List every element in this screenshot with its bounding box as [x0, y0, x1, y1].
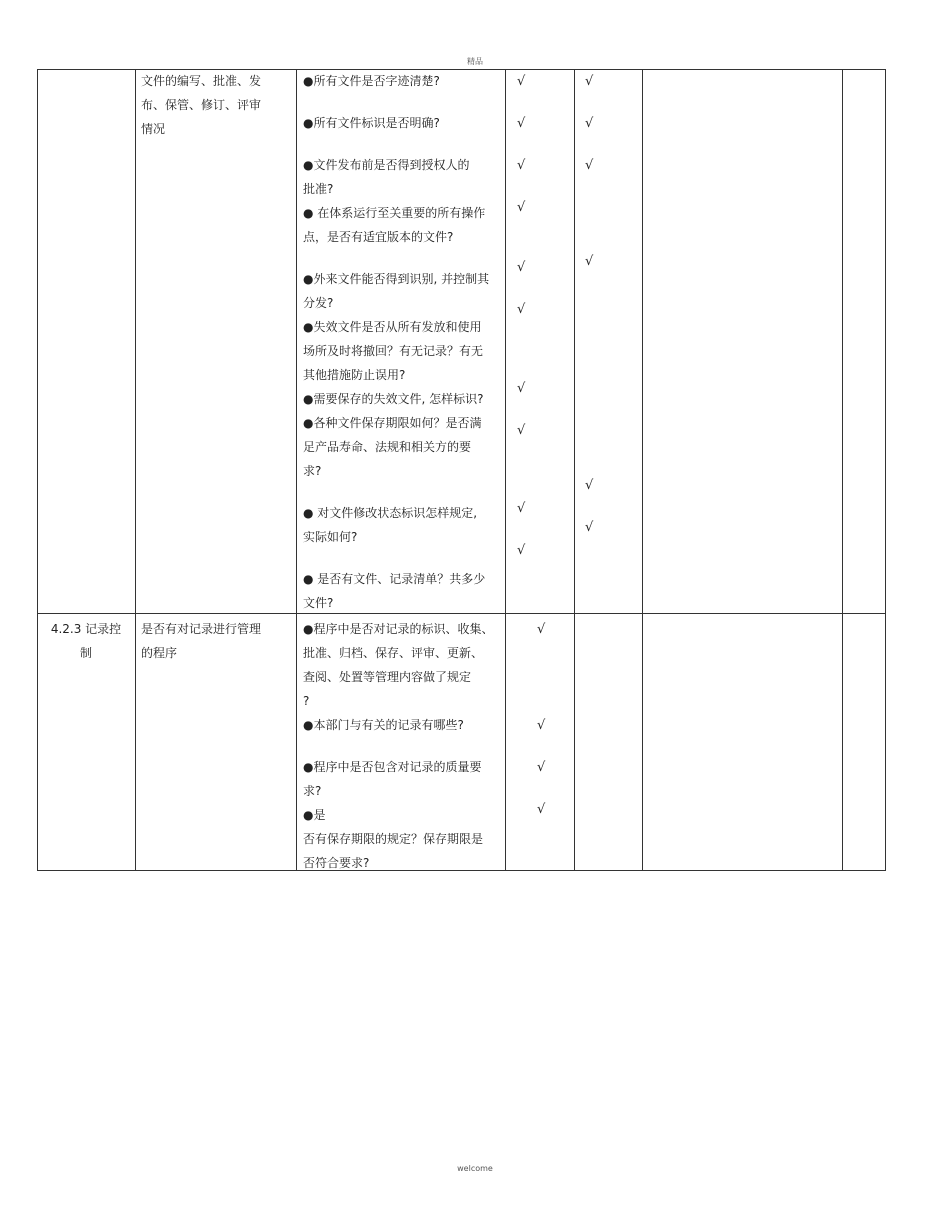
- check-mark: √: [517, 381, 526, 396]
- col-line: [135, 69, 136, 871]
- question-line: ●文件发布前是否得到授权人的: [303, 158, 470, 172]
- col-line: [885, 69, 886, 871]
- question-line: 批准?: [303, 182, 334, 196]
- col-line: [842, 69, 843, 871]
- check-mark: √: [517, 74, 526, 89]
- question-line: 足产品寿命、法规和相关方的要: [303, 440, 472, 454]
- text-line: 制: [79, 646, 92, 660]
- check-mark: √: [517, 260, 526, 275]
- question-line: 点，是否有适宜版本的文件?: [303, 230, 454, 244]
- question-line: 文件?: [303, 596, 334, 610]
- question-line: ● 对文件修改状态标识怎样规定,: [303, 506, 478, 520]
- check-mark: √: [585, 478, 594, 493]
- question-line: 实际如何?: [303, 530, 358, 544]
- check-mark: √: [517, 116, 526, 131]
- check-mark: √: [537, 622, 546, 637]
- table-border-bottom: [37, 870, 886, 871]
- check-mark: √: [537, 760, 546, 775]
- check-mark: √: [585, 158, 594, 173]
- check-mark: √: [585, 520, 594, 535]
- check-mark: √: [585, 116, 594, 131]
- footer-watermark: welcome: [457, 1164, 493, 1173]
- question-line: ●程序中是否包含对记录的质量要: [303, 760, 482, 774]
- col-line: [574, 69, 575, 871]
- check-mark: √: [517, 543, 526, 558]
- question-line: 场所及时将撤回？有无记录？有无: [303, 344, 484, 358]
- col-line: [505, 69, 506, 871]
- question-line: ●程序中是否对记录的标识、收集、: [303, 622, 494, 636]
- question-line: ● 在体系运行至关重要的所有操作: [303, 206, 486, 220]
- question-line: ●失效文件是否从所有发放和使用: [303, 320, 482, 334]
- question-line: 求?: [303, 464, 322, 478]
- check-mark: √: [517, 200, 526, 215]
- question-line: 其他措施防止误用?: [303, 368, 406, 382]
- text-line: 4.2.3 记录控: [50, 622, 122, 636]
- audit-checklist-table: [37, 69, 886, 871]
- check-mark: √: [585, 74, 594, 89]
- question-line: ●所有文件标识是否明确?: [303, 116, 440, 130]
- question-line: 批准、归档、保存、评审、更新、: [303, 646, 484, 660]
- question-line: ● 是否有文件、记录清单？共多少: [303, 572, 486, 586]
- row-divider: [37, 613, 886, 614]
- question-line: ●外来文件能否得到识别, 并控制其: [303, 272, 490, 286]
- text-line: 文件的编写、批准、发: [141, 74, 262, 88]
- question-line: 否符合要求?: [303, 856, 370, 870]
- col-line: [296, 69, 297, 871]
- question-line: ●所有文件是否字迹清楚?: [303, 74, 440, 88]
- question-line: ●各种文件保存期限如何？是否满: [303, 416, 482, 430]
- text-line: 是否有对记录进行管理: [141, 622, 262, 636]
- question-line: 分发?: [303, 296, 334, 310]
- text-line: 布、保管、修订、评审: [141, 98, 262, 112]
- question-line: ●需要保存的失效文件, 怎样标识?: [303, 392, 484, 406]
- question-line: ●本部门与有关的记录有哪些?: [303, 718, 464, 732]
- question-line: ●是: [303, 808, 326, 822]
- check-mark: √: [517, 158, 526, 173]
- text-line: 情况: [141, 122, 166, 136]
- check-mark: √: [517, 423, 526, 438]
- text-line: 的程序: [141, 646, 178, 660]
- check-mark: √: [517, 501, 526, 516]
- question-line: 查阅、处置等管理内容做了规定: [303, 670, 472, 684]
- check-mark: √: [537, 802, 546, 817]
- header-watermark: 精品: [467, 57, 483, 66]
- question-line: ?: [303, 694, 310, 708]
- col-line: [642, 69, 643, 871]
- question-line: 求?: [303, 784, 322, 798]
- question-line: 否有保存期限的规定？保存期限是: [303, 832, 484, 846]
- check-mark: √: [517, 302, 526, 317]
- check-mark: √: [537, 718, 546, 733]
- col-line: [37, 69, 38, 871]
- check-mark: √: [585, 254, 594, 269]
